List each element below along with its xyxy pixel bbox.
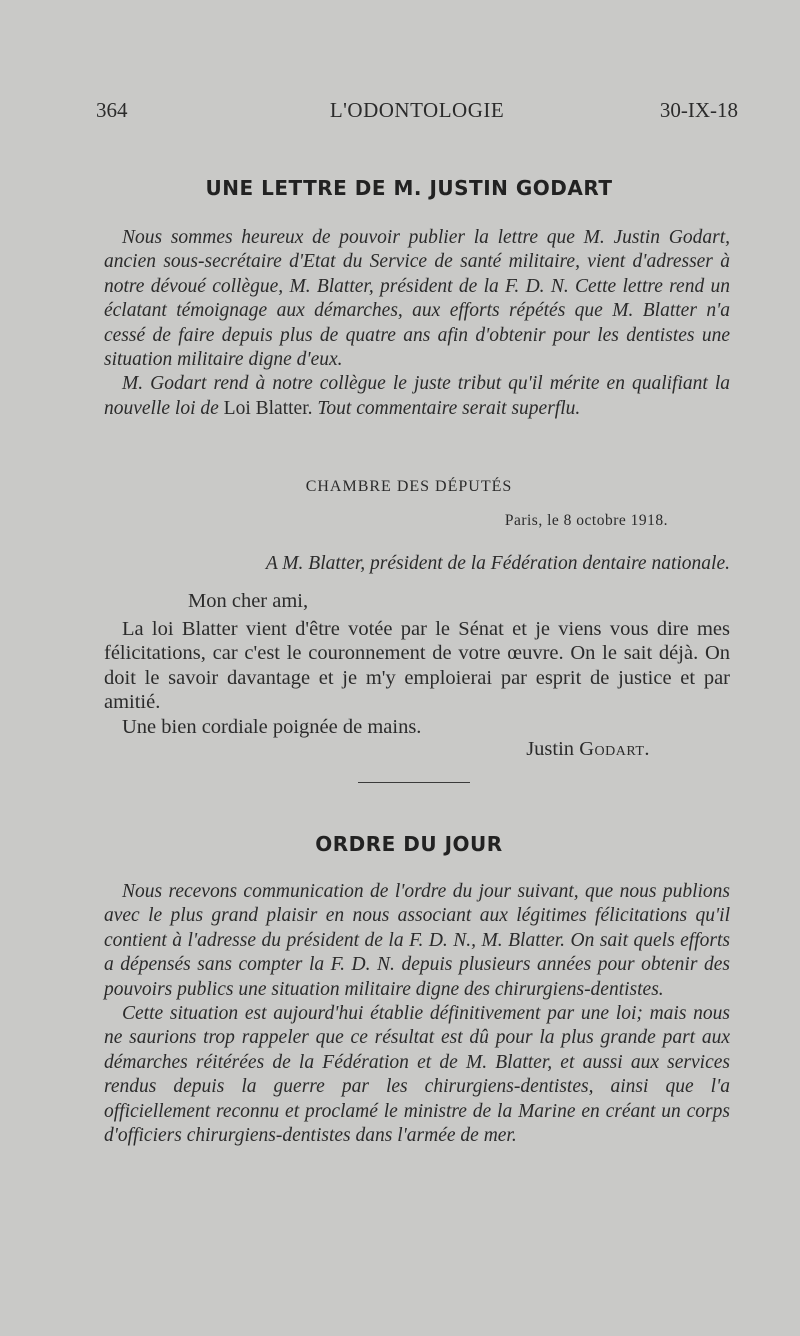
running-title: L'ODONTOLOGIE — [329, 98, 505, 122]
letterhead: CHAMBRE DES DÉPUTÉS — [305, 478, 513, 495]
signature-first-name: Justin — [526, 738, 575, 760]
issue-date: 30-IX-18 — [659, 98, 738, 122]
intro-paragraph — [104, 372, 730, 421]
letter-dateline: Paris, le 8 octobre 1918. — [504, 512, 668, 529]
article-title-order-of-day: ORDRE DU JOUR — [315, 832, 503, 856]
order-of-day-text — [104, 880, 730, 1148]
running-header — [96, 98, 738, 128]
section-divider — [358, 782, 470, 783]
page-number: 364 — [96, 98, 128, 122]
order-paragraph: Nous recevons communication de l'ordre du jour suivant, que nous publions avec le plus grand plaisir en nous associant aux légitimes félicitations qu'il contient à l'adresse du président de la F. D. N., M. Blatter. On sait quels efforts a dépensés sans compter la F. D. N. depuis plusieurs années pour obtenir des pouvoirs publics une situation militaire digne des chirurgiens-dentistes. — [104, 881, 730, 1000]
law-name: Loi Blatter. — [223, 397, 313, 419]
letter-signature — [526, 738, 650, 761]
letter-salutation: Mon cher ami, — [188, 590, 309, 612]
letter-body — [104, 617, 730, 739]
letter-addressee: A M. Blatter, président de la Fédération dentaire nationale. — [265, 553, 730, 574]
letter-paragraph: La loi Blatter vient d'être votée par le Sénat et je viens vous dire mes félicitations, car c'est le couronnement de votre œuvre. On le sait déjà. On doit le savoir davantage et je m'y emploierai par esprit de justice et par amitié. — [104, 618, 730, 714]
intro-text: Tout commentaire serait superflu. — [312, 397, 581, 419]
letter-paragraph: Une bien cordiale poignée de mains. — [122, 715, 422, 738]
intro-paragraph: Nous sommes heureux de pouvoir publier la lettre que M. Justin Godart, ancien sous-secrétaire d'Etat du Service de santé militaire, vient d'adresser à notre dévoué collègue, M. Blatter, président de la F. D. N. Cette lettre rend un éclatant témoignage aux démarches, aux efforts répétés que M. Blatter n'a cessé de faire depuis plus de quatre ans afin d'obtenir pour les dentistes une situation militaire digne d'eux. — [104, 227, 730, 371]
article-title-letter: UNE LETTRE DE M. JUSTIN GODART — [205, 176, 613, 200]
signature-last-name: Godart. — [579, 738, 650, 760]
intro-text: M. Godart rend à notre collègue le juste tribut qu'il mérite en qualifiant la nouvelle loi de — [104, 373, 730, 419]
letter-introduction — [104, 226, 730, 421]
order-paragraph: Cette situation est aujourd'hui établie définitivement par une loi; mais nous ne saurions trop rappeler que ce résultat est dû pour la plus grande part aux démarches réitérées de la Fédération et de M. Blatter, et aussi aux services rendus depuis la guerre par les chirurgiens-dentistes, ainsi que l'a officiellement reconnu et proclamé le ministre de la Marine en créant un corps d'officiers chirurgiens-dentistes dans l'armée de mer. — [104, 1003, 730, 1147]
